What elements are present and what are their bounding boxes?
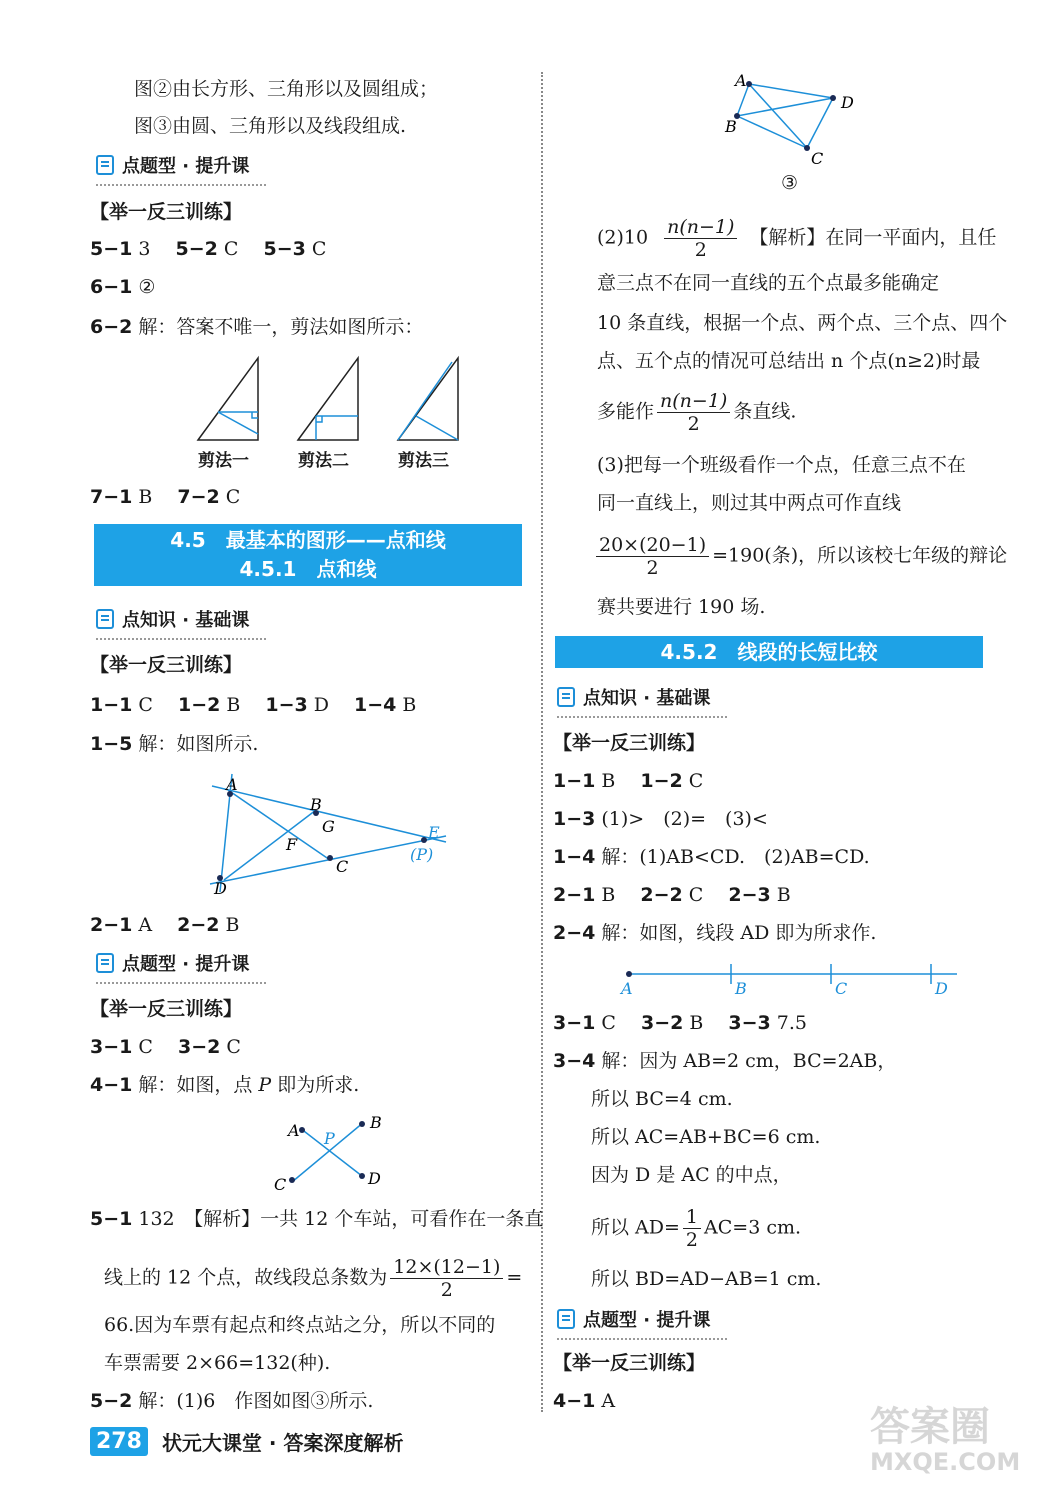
- svg-text:D: D: [841, 93, 854, 112]
- cut-label: 剪法一: [198, 451, 249, 471]
- answer-line: 多能作 $\frac{n(n-1)}{2}$ 条直线.: [597, 390, 797, 435]
- triangle-2: [298, 358, 358, 440]
- svg-text:G: G: [322, 817, 335, 836]
- svg-text:B: B: [310, 795, 322, 814]
- points-lines-figure: [200, 770, 450, 898]
- cut-label: 剪法三: [398, 451, 449, 471]
- answer-line: (3)把每一个班级看作一个点，任意三点不在: [597, 454, 966, 476]
- train-heading: 【举一反三训练】: [553, 1352, 706, 1374]
- section-header: 点知识 · 基础课: [96, 606, 266, 640]
- svg-text:C: C: [336, 857, 349, 876]
- svg-text:(P): (P): [410, 845, 434, 864]
- answer-line: 赛共要进行 190 场.: [597, 596, 766, 618]
- svg-text:E: E: [428, 823, 440, 842]
- answer-line: 所以 AD= $\frac{1}{2}$ AC=3 cm.: [591, 1206, 802, 1251]
- answer-line: 线上的 12 个点，故线段总条数为 $\frac{12\times(12-1)}{2}$ =: [104, 1256, 523, 1301]
- svg-text:D: D: [935, 979, 948, 998]
- svg-text:D: D: [214, 879, 227, 898]
- answer-line: 2−4 解：如图，线段 AD 即为所求作.: [553, 922, 877, 944]
- answer-line: 1−3 (1)> (2)= (3)<: [553, 808, 768, 830]
- answer-line: 5−1 3 5−2 C 5−3 C: [90, 238, 327, 260]
- section-header: 点题型 · 提升课: [96, 152, 266, 186]
- answer-line: 2−1 B 2−2 C 2−3 B: [553, 884, 791, 906]
- answer-line: 7−1 B 7−2 C: [90, 486, 241, 508]
- answer-line: 66.因为车票有起点和终点站之分，所以不同的: [104, 1314, 496, 1336]
- segment-figure: [617, 958, 967, 1002]
- answer-line: 车票需要 2×66=132(种).: [104, 1352, 331, 1374]
- answer-line: 5−2 解：(1)6 作图如图③所示.: [90, 1390, 374, 1412]
- triangle-1: [198, 358, 258, 440]
- train-heading: 【举一反三训练】: [90, 201, 243, 223]
- answer-line: 意三点不在同一直线的五个点最多能确定: [597, 272, 940, 294]
- answer-line: 3−1 C 3−2 C: [90, 1036, 241, 1058]
- book-title: 状元大课堂 · 答案深度解析: [161, 1431, 404, 1455]
- svg-text:C: C: [274, 1175, 287, 1190]
- answer-line: 2−1 A 2−2 B: [90, 914, 240, 936]
- cut-label: 剪法二: [298, 451, 349, 471]
- answer-line: 所以 BD=AD−AB=1 cm.: [591, 1268, 822, 1290]
- answer-line: $\frac{20\times(20-1)}{2}$ =190(条)，所以该校七年级的辩论: [593, 534, 1007, 579]
- answer-line: 10 条直线，根据一个点、两个点、三个点、四个: [597, 312, 1008, 334]
- answer-line: 1−1 C 1−2 B 1−3 D 1−4 B: [90, 694, 417, 716]
- svg-text:D: D: [368, 1169, 381, 1188]
- answer-line: 3−1 C 3−2 B 3−3 7.5: [553, 1012, 807, 1034]
- page-number: 278: [90, 1427, 148, 1456]
- train-heading: 【举一反三训练】: [90, 654, 243, 676]
- section-header: 点知识 · 基础课: [557, 684, 727, 718]
- svg-text:A: A: [288, 1121, 300, 1140]
- answer-line: 1−5 解：如图所示.: [90, 733, 259, 755]
- answer-line: 6−2 解：答案不唯一，剪法如图所示：: [90, 316, 424, 338]
- answer-line: 所以 AC=AB+BC=6 cm.: [591, 1126, 821, 1148]
- watermark: 答案圈 MXQE.COM: [870, 1404, 1021, 1476]
- book-icon: [557, 1309, 575, 1329]
- svg-text:C: C: [811, 149, 824, 168]
- book-icon: [96, 609, 114, 629]
- book-icon: [557, 687, 575, 707]
- book-icon: [96, 953, 114, 973]
- answer-line: 所以 BC=4 cm.: [591, 1088, 733, 1110]
- svg-text:B: B: [735, 979, 747, 998]
- answer-line: 6−1 ②: [90, 276, 156, 298]
- svg-text:P: P: [324, 1129, 335, 1148]
- answer-line: 3−4 解：因为 AB=2 cm，BC=2AB，: [553, 1050, 897, 1072]
- train-heading: 【举一反三训练】: [553, 732, 706, 754]
- svg-text:B: B: [370, 1113, 382, 1132]
- book-icon: [96, 155, 114, 175]
- answer-line: 4−1 解：如图，点 P 即为所求.: [90, 1074, 360, 1096]
- answer-line: 5−1 132 【解析】一共 12 个车站，可看作在一条直: [90, 1208, 544, 1230]
- answer-line: 4−1 A: [553, 1390, 616, 1412]
- svg-text:F: F: [286, 835, 298, 854]
- answer-line: 同一直线上，则过其中两点可作直线: [597, 492, 902, 514]
- answer-line: 1−4 解：(1)AB<CD. (2)AB=CD.: [553, 846, 870, 868]
- answer-line: (2)10 $\frac{n(n-1)}{2}$ 【解析】在同一平面内，且任: [597, 216, 997, 261]
- figure-label: ③: [781, 172, 799, 194]
- svg-text:A: A: [735, 71, 747, 90]
- answer-line: 因为 D 是 AC 的中点，: [591, 1164, 792, 1186]
- section-banner: 4.5.2 线段的长短比较: [555, 636, 983, 668]
- answer-line: 1−1 B 1−2 C: [553, 770, 704, 792]
- svg-text:A: A: [226, 775, 238, 794]
- svg-text:C: C: [835, 979, 848, 998]
- answer-line: 点、五个点的情况可总结出 n 个点(n≥2)时最: [597, 350, 981, 372]
- section-header: 点题型 · 提升课: [557, 1306, 727, 1340]
- section-header: 点题型 · 提升课: [96, 950, 266, 984]
- intersect-figure: [270, 1108, 400, 1190]
- text-line: 图②由长方形、三角形以及圆组成；: [134, 78, 439, 100]
- section-banner: 4.5 最基本的图形——点和线 4.5.1 点和线: [94, 524, 522, 586]
- text-line: 图③由圆、三角形以及线段组成.: [134, 115, 407, 137]
- svg-text:B: B: [725, 117, 737, 136]
- train-heading: 【举一反三训练】: [90, 998, 243, 1020]
- svg-text:A: A: [621, 979, 633, 998]
- page-footer: [90, 1427, 403, 1456]
